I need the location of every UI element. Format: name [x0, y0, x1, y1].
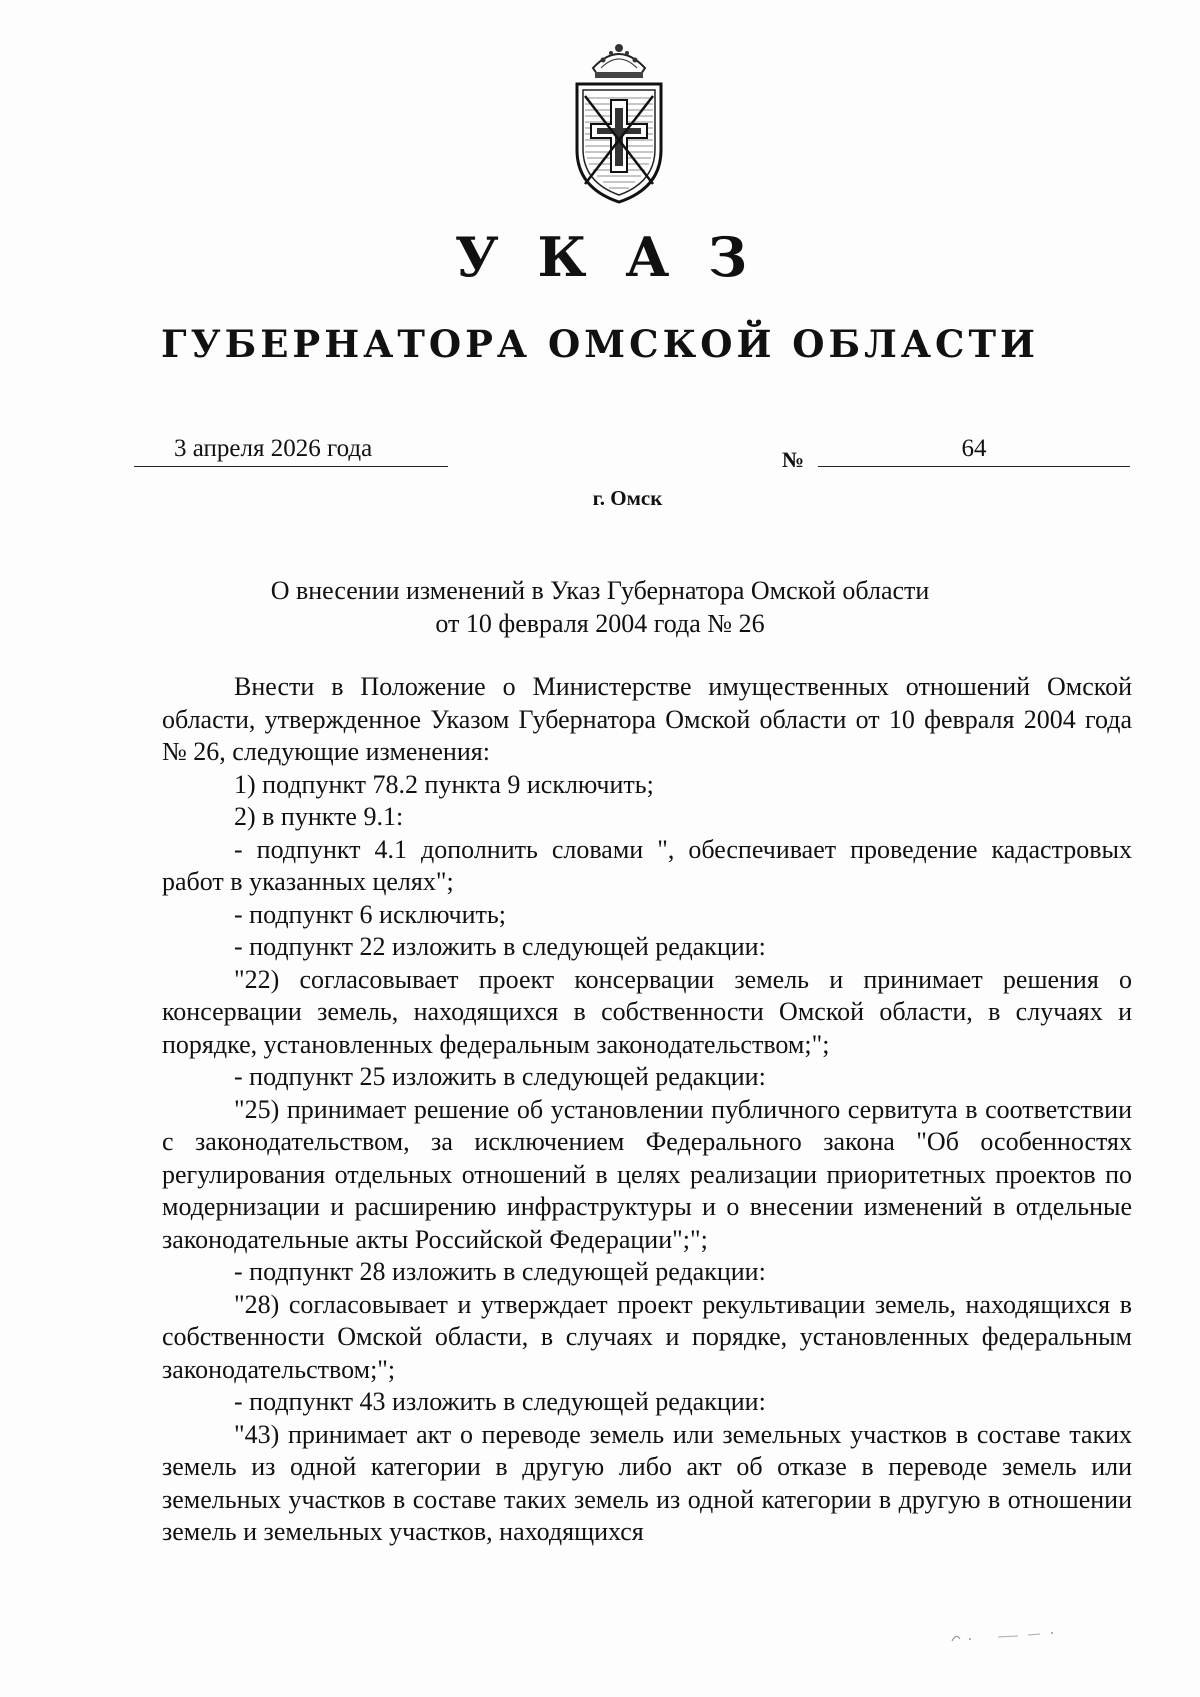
document-date: 3 апреля 2026 года [174, 435, 373, 462]
city: г. Омск [592, 486, 663, 510]
body-paragraph: - подпункт 6 исключить; [234, 899, 506, 929]
heading-line: О внесении изменений в Указ Губернатора Омской области [270, 576, 930, 605]
number-field [818, 436, 1130, 467]
body-paragraph: 1) подпункт 78.2 пункта 9 исключить; [234, 769, 654, 799]
document-number: 64 [961, 435, 987, 462]
document-body [162, 671, 1132, 1549]
body-paragraph: - подпункт 43 изложить в следующей редакции: [234, 1387, 766, 1416]
document-subtitle: ГУБЕРНАТОРА ОМСКОЙ ОБЛАСТИ [161, 322, 1039, 366]
body-paragraph: "25) принимает решение об установлении публичного сервитута в соответствии с законодательством, за исключением Федерального закона "Об особенностях регулирования отдельных отношений в целях реализации приоритетных проектов по модернизации и расширению инфраструктуры и о внесении изменений в отдельные законодательные акты Российской Федерации";"; [162, 1094, 1132, 1254]
body-paragraph: - подпункт 25 изложить в следующей редакции: [234, 1062, 766, 1091]
body-paragraph: "22) согласовывает проект консервации земель и принимает решения о консервации земель, находящихся в собственности Омской области, в случаях и порядке, установленных федеральным законодательством;"; [162, 964, 1132, 1059]
document-title: У К А З [454, 225, 758, 289]
body-paragraph: - подпункт 28 изложить в следующей редакции: [234, 1257, 766, 1286]
body-paragraph: Внести в Положение о Министерстве имущественных отношений Омской области, утвержденное Указом Губернатора Омской области от 10 февраля 2004 года № 26, следующие изменения: [162, 672, 1132, 766]
body-paragraph: - подпункт 22 изложить в следующей редакции: [234, 932, 766, 961]
scan-artifact [948, 1627, 1058, 1647]
date-field [134, 436, 448, 467]
body-paragraph: "43) принимает акт о переводе земель или земельных участков в составе таких земель из одной категории в другую либо акт об отказе в переводе земель или земельных участков в составе таких земель из одной категории в другую в отношении земель и земельных участков, находящихся [162, 1419, 1132, 1546]
body-paragraph: 2) в пункте 9.1: [234, 802, 404, 831]
document-heading [0, 574, 1200, 640]
body-paragraph: "28) согласовывает и утверждает проект рекультивации земель, находящихся в собственности Омской области, в случаях и порядке, установленных федеральным законодательством;"; [162, 1289, 1132, 1384]
number-sign: № [782, 447, 805, 472]
body-paragraph: - подпункт 4.1 дополнить словами ", обеспечивает проведение кадастровых работ в указанных целях"; [162, 834, 1132, 896]
coat-of-arms-icon [563, 38, 675, 206]
heading-line: от 10 февраля 2004 года № 26 [435, 609, 765, 638]
